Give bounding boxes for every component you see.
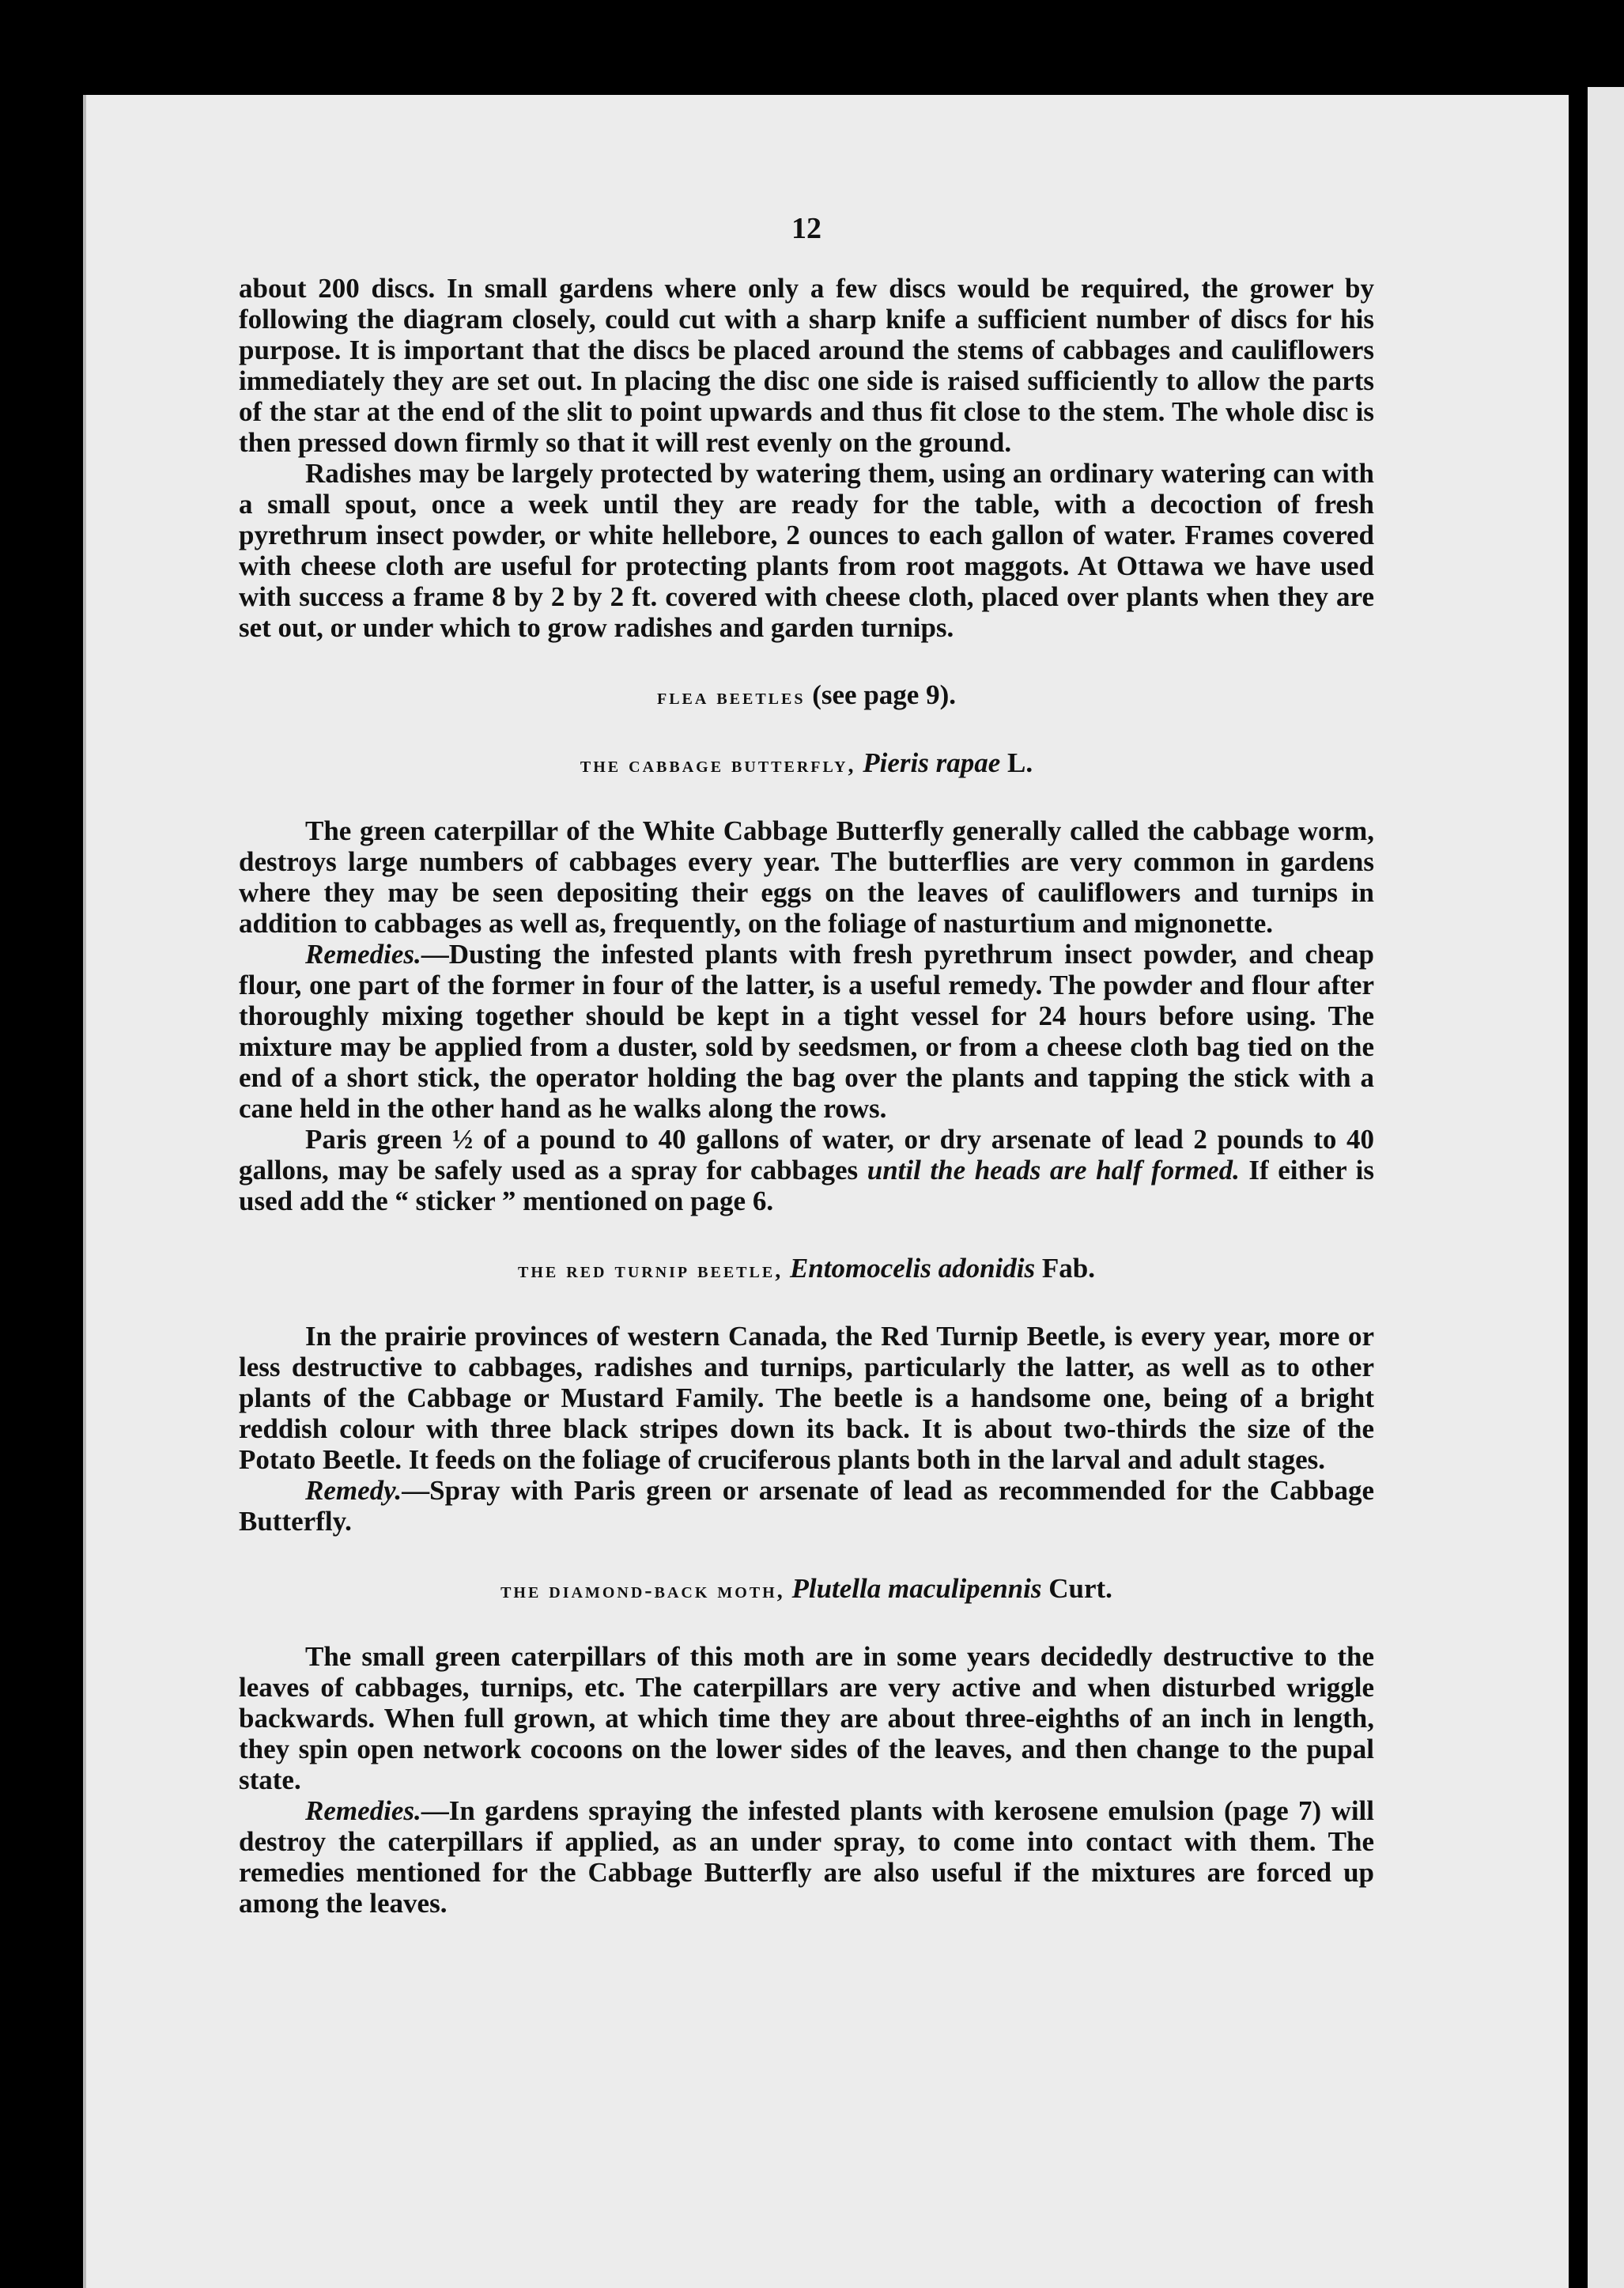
cabbage-butterfly-latin: Pieris rapae xyxy=(863,747,1001,778)
diamond-back-heading xyxy=(239,1573,1374,1606)
flea-beetles-heading xyxy=(239,679,1374,713)
diamond-remedies-label: Remedies. xyxy=(305,1795,421,1826)
red-turnip-heading xyxy=(239,1253,1374,1286)
diamond-back-author: Curt. xyxy=(1048,1573,1112,1604)
cabbage-butterfly-remedies xyxy=(239,939,1374,1124)
paris-green-paragraph xyxy=(239,1124,1374,1216)
red-turnip-author: Fab. xyxy=(1041,1253,1095,1284)
remedies-label: Remedies. xyxy=(305,939,421,970)
paris-text: Paris green ½ of a pound to 40 gallons of water, or dry arsenate of lead 2 pounds to 40 gallons, may be safely used as a spray for cabbages xyxy=(239,1124,1374,1186)
cabbage-butterfly-heading xyxy=(239,747,1374,781)
intro-paragraph-2: Radishes may be largely protected by watering them, using an ordinary watering can with a small spout, once a week until they are ready for the table, with a decoction of fresh pyrethrum insect powder, or white hellebore, 2 ounces to each gallon of water. Frames covered with cheese cloth are useful for protecting plants from root maggots. At Ottawa we have used with success a frame 8 by 2 by 2 ft. covered with cheese cloth, placed over plants when they are set out, or under which to grow radishes and garden turnips. xyxy=(239,458,1374,643)
cabbage-butterfly-author: L. xyxy=(1007,747,1033,778)
remedy-label: Remedy. xyxy=(305,1475,402,1506)
page-gap xyxy=(1565,79,1588,2288)
diamond-back-paragraph: The small green caterpillars of this moth are in some years decidedly destructive to the leaves of cabbages, turnips, etc. The caterpillars are very active and when disturbed wriggle backwards. When full grown, at which time they are about three-eighths of an inch in length, they spin open network cocoons on the lower sides of the leaves, and then change to the pupal state. xyxy=(239,1641,1374,1795)
adjacent-page-edge xyxy=(1588,87,1624,2288)
flea-beetles-title: flea beetles xyxy=(656,685,806,709)
cabbage-butterfly-paragraph: The green caterpillar of the White Cabbage Butterfly generally called the cabbage worm, destroys large numbers of cabbages every year. The butterflies are very common in gardens where they may be seen depositing their eggs on the leaves of cauliflowers and turnips in addition to cabbages as well as, frequently, on the foliage of nasturtium and mignonette. xyxy=(239,815,1374,939)
page-content xyxy=(239,214,1374,1919)
paris-end: If either is used add the “ sticker ” mentioned on page 6. xyxy=(239,1155,1375,1216)
red-turnip-title: the red turnip beetle, xyxy=(518,1258,784,1283)
cabbage-butterfly-title: the cabbage butterfly, xyxy=(580,753,856,777)
diamond-back-remedies xyxy=(239,1795,1374,1919)
flea-beetles-ref: (see page 9). xyxy=(812,679,957,710)
diamond-back-latin: Plutella maculipennis xyxy=(791,1573,1042,1604)
remedies-text: —Dusting the infested plants with fresh pyrethrum insect powder, and cheap flour, one part of the former in four of the latter, is a useful remedy. The powder and flour after thoroughly mixing together should be kept in a tight vessel for 24 hours before using. The mixture may be applied from a duster, sold by seedsmen, or from a cheese cloth bag tied on the end of a short stick, the operator holding the bag over the plants and tapping the stick with a cane held in the other hand as he walks along the rows. xyxy=(239,939,1374,1124)
diamond-remedies-text: —In gardens spraying the infested plants with kerosene emulsion (page 7) will destroy the caterpillars if applied, as an under spray, to come into contact with them. The remedies mentioned for the Cabbage Butterfly are also useful if the mixtures are forced up among the leaves. xyxy=(239,1795,1374,1919)
page-number: 12 xyxy=(791,212,821,245)
red-turnip-paragraph: In the prairie provinces of western Canada, the Red Turnip Beetle, is every year, more or less destructive to cabbages, radishes and turnips, particularly the latter, as well as to other plants of the Cabbage or Mustard Family. The beetle is a handsome one, being of a bright reddish colour with three black stripes down its back. It is about two-thirds the size of the Potato Beetle. It feeds on the foliage of cruciferous plants both in the larval and adult stages. xyxy=(239,1321,1374,1475)
red-turnip-latin: Entomocelis adonidis xyxy=(789,1253,1036,1284)
red-turnip-remedy xyxy=(239,1475,1374,1537)
intro-paragraph-1: about 200 discs. In small gardens where only a few discs would be required, the grower by following the diagram closely, could cut with a sharp knife a sufficient number of discs for his purpose. It is important that the discs be placed around the stems of cabbages and cauliflowers immediately they are set out. In placing the disc one side is raised sufficiently to allow the parts of the star at the end of the slit to point upwards and thus fit close to the stem. The whole disc is then pressed down firmly so that it will rest evenly on the ground. xyxy=(239,273,1374,458)
remedy-text: —Spray with Paris green or arsenate of lead as recommended for the Cabbage Butterfly. xyxy=(239,1475,1374,1537)
diamond-back-title: the diamond-back moth, xyxy=(500,1579,785,1603)
paris-italic: until the heads are half formed. xyxy=(867,1155,1240,1186)
